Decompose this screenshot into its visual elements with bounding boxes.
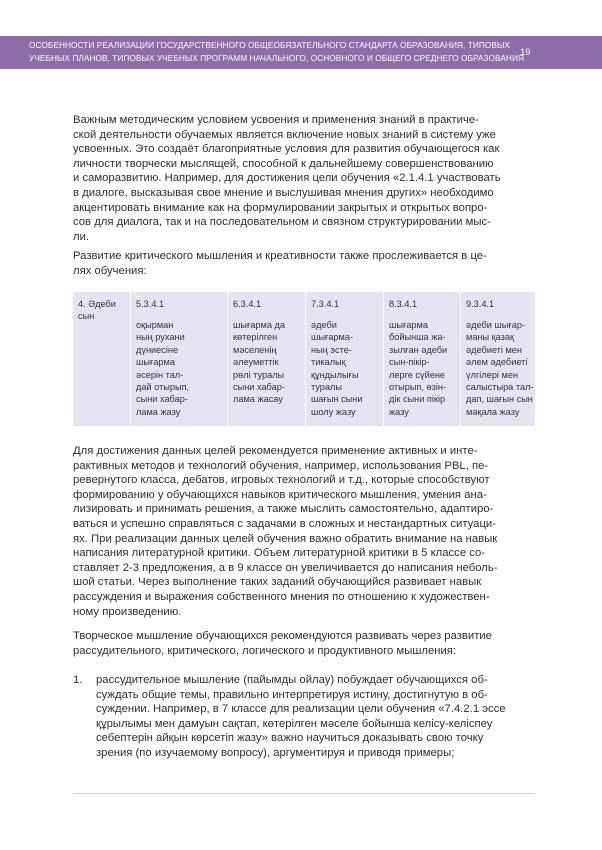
cell-line: әлем әдебиеті	[466, 357, 528, 368]
cell-line: шолу жазу	[311, 406, 356, 417]
objective-code: 5.3.4.1	[136, 299, 165, 309]
page-number: 19	[520, 47, 531, 58]
cell-line: шығарма-	[311, 332, 354, 343]
cell-line: ның рухани	[136, 332, 185, 343]
cell-line: дүниесіне	[136, 344, 179, 355]
cell-line: құндылығы	[311, 369, 359, 380]
text-line: Творческое мышление обучающихся рекомендуются развивать через развитие	[73, 630, 492, 642]
text-line: суждении. Например, в 7 классе для реализации цели обучения «7.4.2.1 эссе	[96, 703, 506, 716]
text-line: құрылымы мен дамуын сақтап, көтерілген мәселе бойынша келісу-келіспеу	[96, 717, 493, 730]
text-line: ревернутого класса, дебатов, игровых технологий и т.д., которые способствуют	[73, 474, 490, 487]
table-row-label	[73, 292, 130, 426]
paragraph-2	[73, 249, 535, 278]
cell-line: дік сыни пікір	[389, 394, 446, 405]
list-item-body	[96, 673, 535, 761]
text-line: формированию у обучающихся навыков критического мышления, умения ана-	[73, 488, 487, 501]
running-header	[29, 39, 524, 65]
cell-line: әлеуметтік	[233, 357, 279, 368]
text-line: личности творчески мыслящей, способной к дальнейшему совершенствованию	[73, 157, 494, 170]
cell-line: бойынша жа-	[389, 332, 446, 343]
footer-divider	[73, 793, 535, 794]
cell-line: әсерін тал-	[136, 369, 184, 380]
cell-line: лама жазу	[136, 406, 181, 417]
cell-line: дай отырып,	[136, 381, 190, 392]
text-line: лях обучения:	[73, 264, 147, 277]
objective-text	[311, 319, 362, 418]
cell-line: тикалық	[311, 357, 346, 368]
cell-line: отырып, өзін-	[389, 381, 447, 392]
text-line: и саморазвитию. Например, для достижения цели обучения «2.1.4.1 участвовать	[73, 172, 501, 185]
objective-text	[389, 319, 447, 418]
objective-text	[136, 319, 189, 418]
page-header-band	[0, 36, 602, 69]
text-line: написания литературной критики. Объем литературной критики в 5 классе со-	[73, 547, 486, 560]
objective-text	[233, 319, 285, 406]
objective-code: 7.3.4.1	[311, 299, 340, 309]
cell-line: мақала жазу	[466, 406, 520, 417]
cell-line: лерге сүйене	[389, 369, 446, 380]
text-line: в диалоге, высказывая свое мнение и выслушивая мнения других» необходимо	[73, 186, 494, 199]
cell-line: мәселенің	[233, 344, 277, 355]
text-line: ставляет 2-3 предложения, а в 9 классе он увеличивается до написания неболь-	[73, 561, 498, 574]
text-line: Для достижения данных целей рекомендуется применение активных и инте-	[73, 445, 478, 457]
text-line: зрения (по изучаемому вопросу), аргументируя и приводя примеры;	[96, 746, 455, 759]
cell-line: сын-пікір-	[389, 357, 430, 368]
table-cell-grade-6	[228, 292, 305, 426]
text-line: Важным методическим условием усвоения и применения знаний в практиче-	[73, 114, 479, 126]
text-line: ному произведению.	[73, 605, 182, 618]
text-line: сов для диалога, так и на последовательном и связном структурировании мыс-	[73, 216, 491, 229]
table-cell-grade-9	[461, 292, 535, 426]
cell-line: оқырман	[136, 320, 174, 330]
text-line: акцентировать внимание как на формулировании закрытых и открытых вопро-	[73, 201, 488, 214]
text-line: рассудительного, критического, логического и продуктивного мышления:	[73, 644, 457, 657]
cell-line: әдебиеті мен	[466, 344, 522, 355]
cell-line: әдеби	[311, 320, 337, 330]
text-line: ли.	[73, 230, 90, 243]
text-line: ях. При реализации данных целей обучения важно обратить внимание на навык	[73, 532, 498, 545]
text-line: усвоенных. Это создаёт благоприятные условия для развития обучающегося как	[73, 143, 500, 156]
text-line: себептерін айқын көрсетіп жазу» важно научиться доказывать свою точку	[96, 732, 484, 745]
cell-line: туралы	[311, 381, 342, 392]
cell-line: шағын сыни	[311, 394, 363, 405]
row-label-line: 4. Әдеби	[78, 299, 116, 309]
objective-code: 9.3.4.1	[466, 299, 495, 309]
cell-line: рөлі туралы	[233, 369, 285, 380]
paragraph-4	[73, 629, 535, 658]
cell-line: шығарма	[136, 357, 175, 368]
table-cell-grade-8	[384, 292, 460, 426]
table-cell-grade-5	[131, 292, 227, 426]
text-line: рактивных методов и технологий обучения, например, использования PBL, пе-	[73, 459, 489, 472]
table-cell-grade-7	[306, 292, 383, 426]
cell-line: салыстыра тал-	[466, 381, 534, 392]
objective-text	[466, 319, 533, 418]
row-label-line: сын	[78, 311, 95, 321]
list-item-number: 1.	[73, 674, 83, 686]
paragraph-1	[73, 113, 535, 244]
text-line: лизировать и принимать решения, а также мыслить самостоятельно, адаптиро-	[73, 503, 494, 516]
cell-line: лама жасау	[233, 394, 283, 405]
text-line: суждать общие темы, правильно интерпретируя истину, достигнутую в об-	[96, 688, 488, 701]
cell-line: ның эсте-	[311, 344, 352, 355]
cell-line: жазу	[389, 406, 409, 417]
paragraph-3	[73, 444, 535, 619]
objective-code: 8.3.4.1	[389, 299, 418, 309]
cell-line: үлгілері мен	[466, 369, 519, 380]
cell-line: дап, шағын сын	[466, 394, 533, 405]
cell-line: шығарма	[389, 320, 428, 330]
cell-line: зылған әдеби	[389, 344, 448, 355]
running-header-line-1: ОСОБЕННОСТИ РЕАЛИЗАЦИИ ГОСУДАРСТВЕННОГО ОБЩЕОБЯЗАТЕЛЬНОГО СТАНДАРТА ОБРАЗОВАНИЯ, ТИПОВЫХ	[29, 40, 510, 50]
running-header-line-2: УЧЕБНЫХ ПЛАНОВ, ТИПОВЫХ УЧЕБНЫХ ПРОГРАММ НАЧАЛЬНОГО, ОСНОВНОГО И ОБЩЕГО СРЕДНЕГО ОБРАЗОВАНИЯ	[29, 53, 524, 63]
text-line: рассуждения и выражения собственного мнения по отношению к художествен-	[73, 590, 490, 603]
cell-line: сыни хабар-	[233, 381, 285, 392]
text-line: ской деятельности обучаемых является включение новых знаний в систему уже	[73, 128, 496, 141]
cell-line: шығарма да	[233, 320, 285, 330]
text-line: Развитие критического мышления и креативности также прослеживается в це-	[73, 250, 487, 262]
cell-line: сыни хабар-	[136, 394, 188, 405]
cell-line: әдеби шығар-	[466, 320, 526, 330]
objective-code: 6.3.4.1	[233, 299, 262, 309]
text-line: ваться и успешно справляться с задачами в сложных и нестандартных ситуаци-	[73, 517, 497, 530]
text-line: шой статьи. Через выполнение таких заданий обучающийся развивает навык	[73, 576, 482, 589]
cell-line: маны қазақ	[466, 332, 515, 343]
text-line: рассудительное мышление (пайымды ойлау) побуждает обучающихся об-	[96, 674, 488, 686]
learning-objectives-table	[73, 292, 535, 426]
cell-line: көтерілген	[233, 332, 278, 343]
